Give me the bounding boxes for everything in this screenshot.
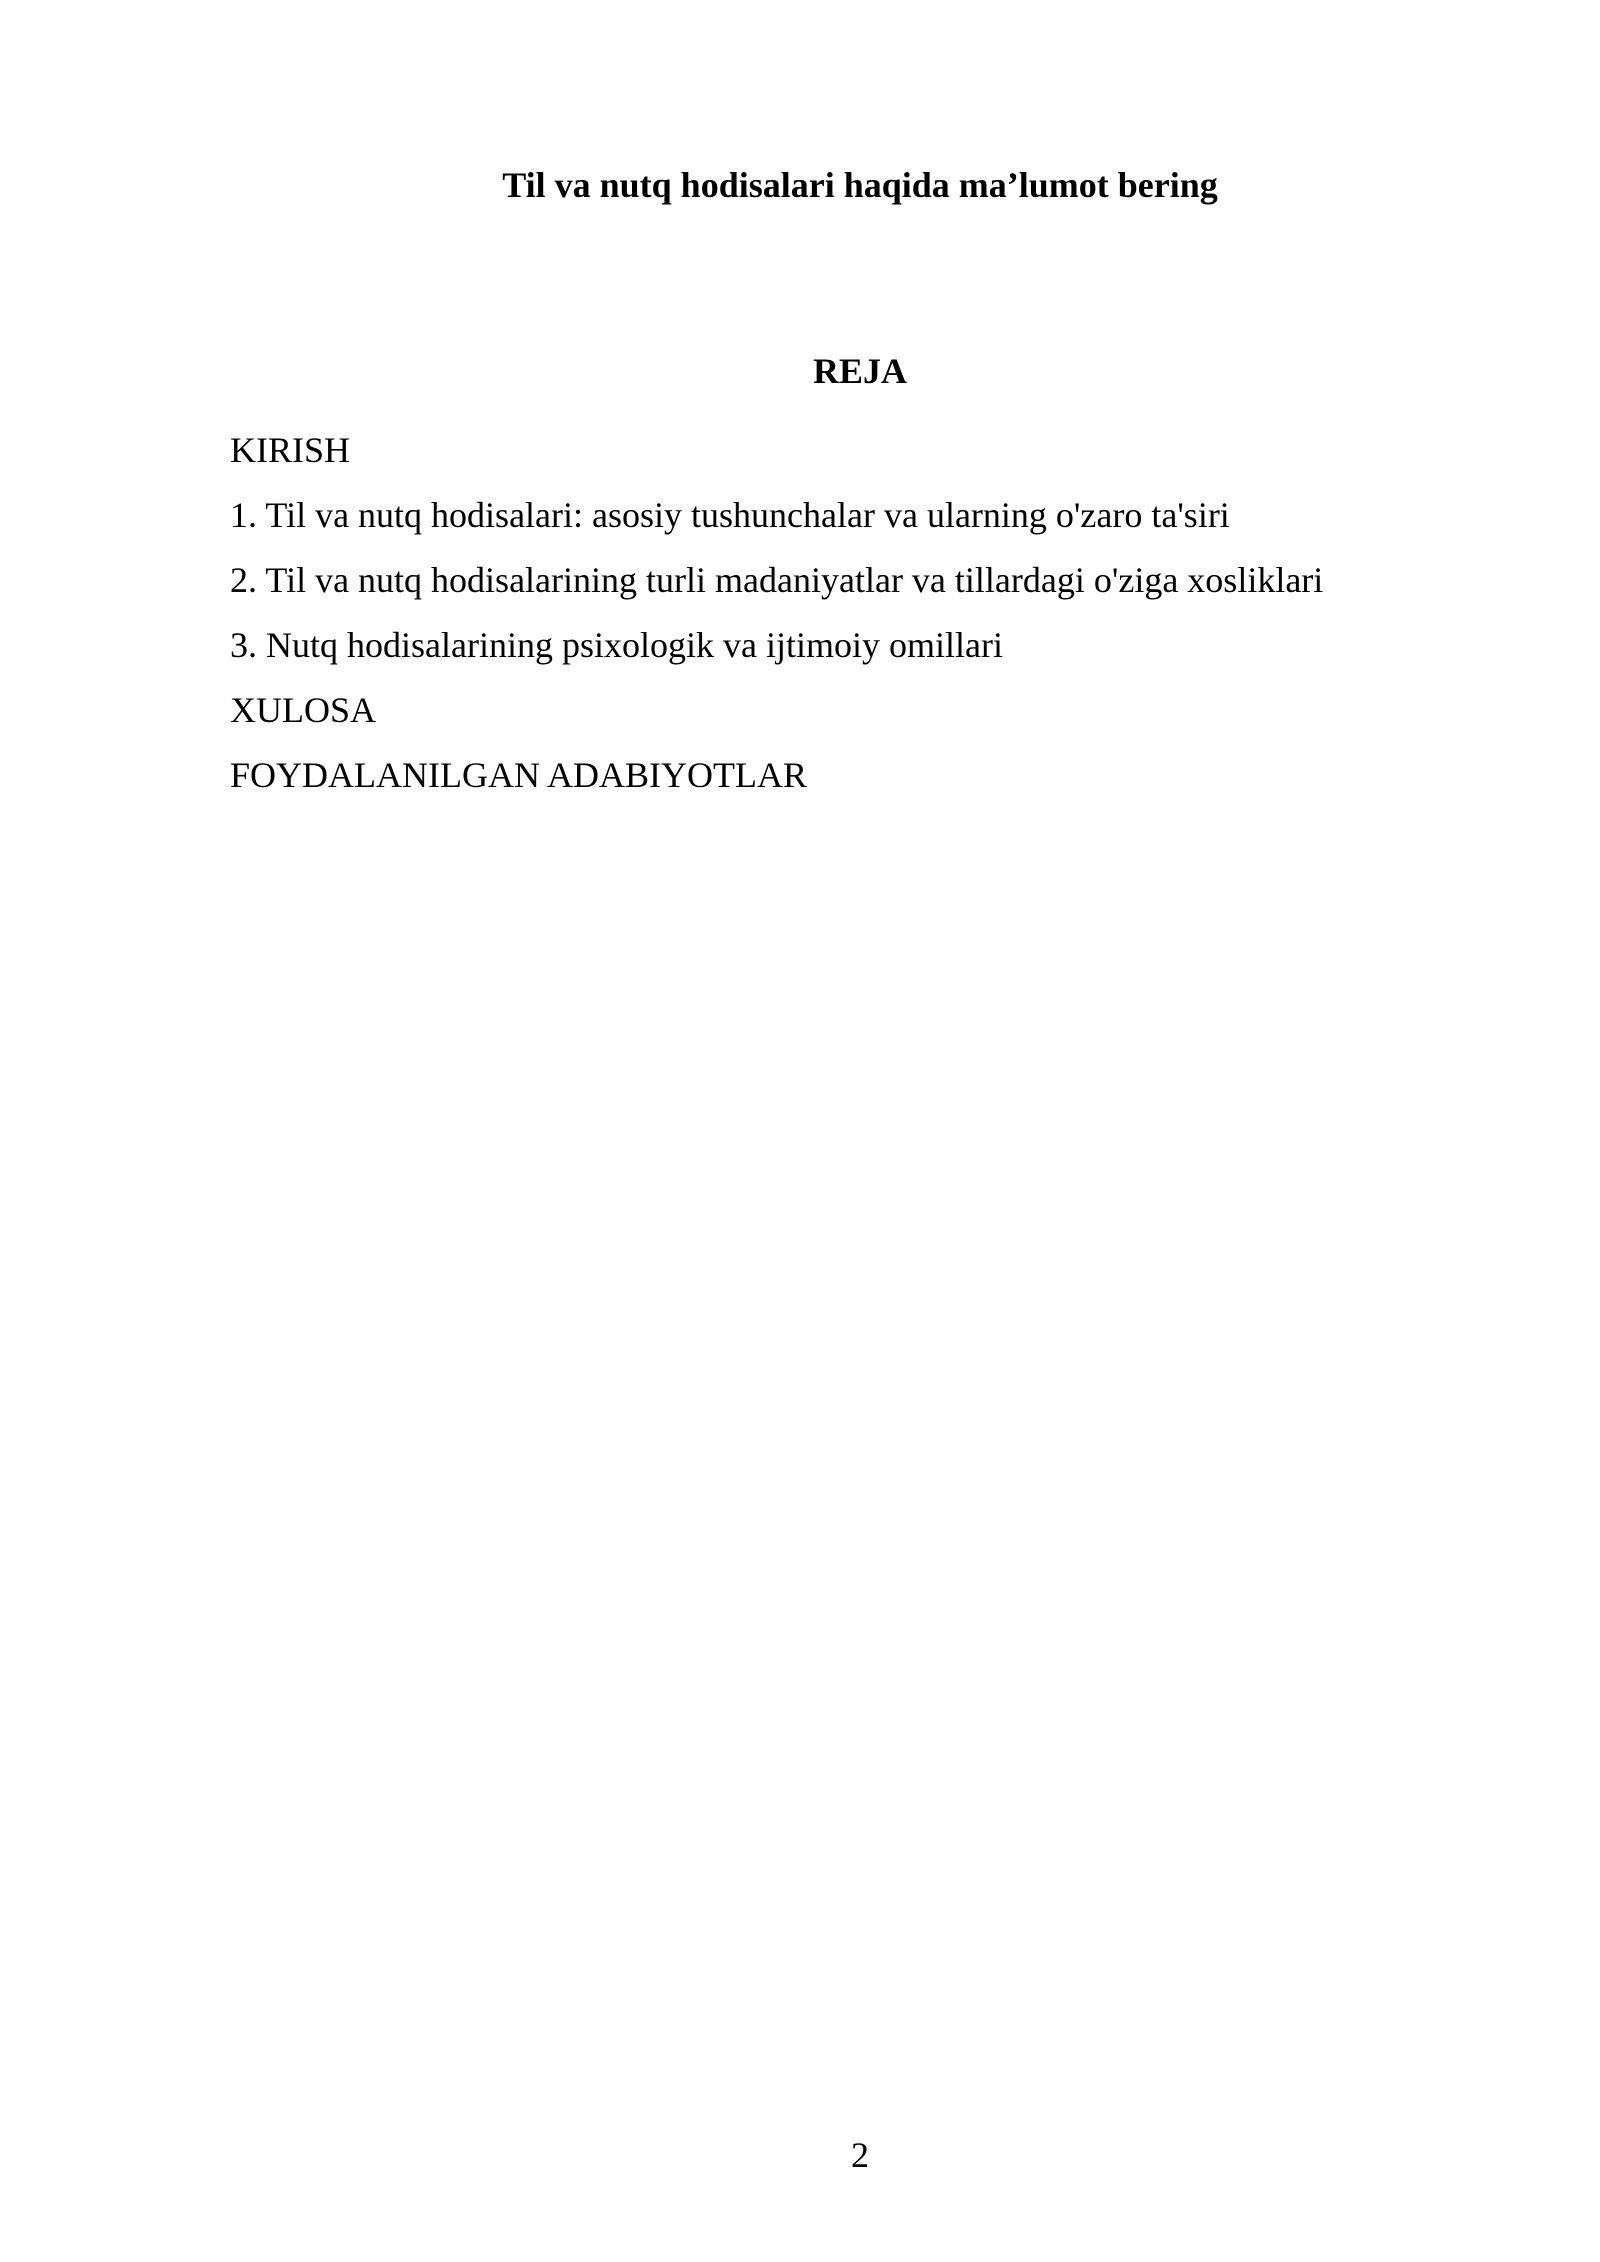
document-title: Til va nutq hodisalari haqida ma’lumot bering [502, 165, 1218, 205]
plan-list [230, 418, 1460, 808]
page-number: 2 [851, 2135, 869, 2175]
plan-heading: REJA [812, 351, 907, 391]
plan-item-conclusion: XULOSA [230, 690, 377, 730]
plan-item-references: FOYDALANILGAN ADABIYOTLAR [230, 755, 807, 795]
plan-item-1: 1. Til va nutq hodisalari: asosiy tushunchalar va ularning o'zaro ta'siri [230, 495, 1230, 535]
plan-item-introduction: KIRISH [230, 430, 351, 470]
plan-item-3: 3. Nutq hodisalarining psixologik va ijtimoiy omillari [230, 625, 1003, 665]
plan-item-2: 2. Til va nutq hodisalarining turli madaniyatlar va tillardagi o'ziga xosliklari [230, 560, 1324, 600]
